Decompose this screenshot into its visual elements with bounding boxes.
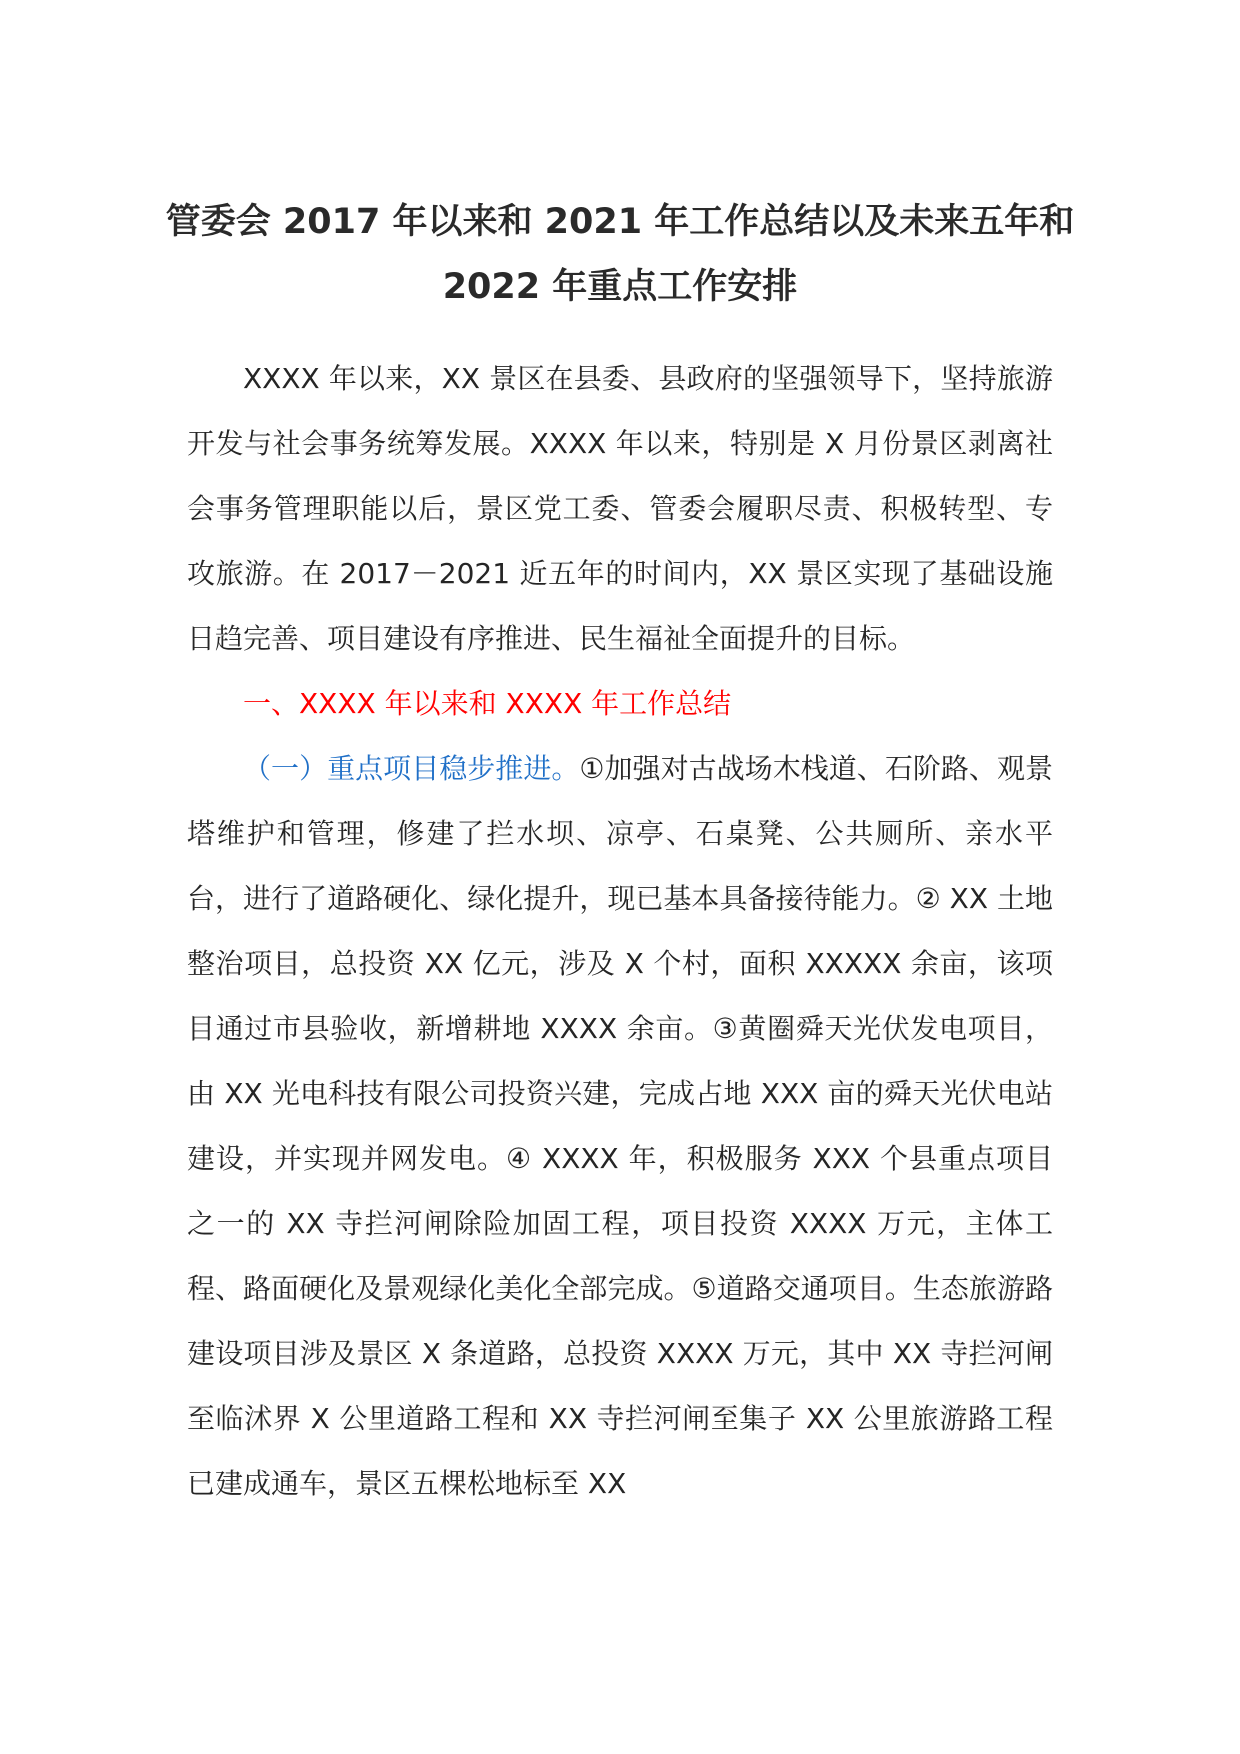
intro-paragraph: XXXX 年以来，XX 景区在县委、县政府的坚强领导下，坚持旅游开发与社会事务统筹发展。XXXX 年以来，特别是 X 月份景区剥离社会事务管理职能以后，景区党工委、管委会履职尽责、积极转型、专攻旅游。在 2017－2021 近五年的时间内，XX 景区实现了基础设施日趋完善、项目建设有序推进、民生福祉全面提升的目标。	[187, 362, 1053, 655]
section-heading-1: 一、XXXX 年以来和 XXXX 年工作总结	[243, 687, 732, 720]
document-body	[187, 346, 1053, 1516]
document-title-line-1: 管委会 2017 年以来和 2021 年工作总结以及未来五年和	[165, 202, 1075, 242]
subsection-body-1: ①加强对古战场木栈道、石阶路、观景塔维护和管理，修建了拦水坝、凉亭、石桌凳、公共厕所、亲水平台，进行了道路硬化、绿化提升，现已基本具备接待能力。② XX 土地整治项目，总投资 XX 亿元，涉及 X 个村，面积 XXXXX 余亩，该项目通过市县验收，新增耕地 XXXX 余亩。③黄圈舜天光伏发电项目，由 XX 光电科技有限公司投资兴建，完成占地 XXX 亩的舜天光伏电站建设，并实现并网发电。④ XXXX 年，积极服务 XXX 个县重点项目之一的 XX 寺拦河闸除险加固工程，项目投资 XXXX 万元，主体工程、路面硬化及景观绿化美化全部完成。⑤道路交通项目。生态旅游路建设项目涉及景区 X 条道路，总投资 XXXX 万元，其中 XX 寺拦河闸至临沭界 X 公里道路工程和 XX 寺拦河闸至集子 XX 公里旅游路工程已建成通车，景区五棵松地标至 XX	[187, 752, 1053, 1500]
subsection-paragraph-1	[187, 736, 1053, 1516]
subsection-heading-1: （一）重点项目稳步推进。	[243, 752, 580, 785]
document-title	[150, 190, 1090, 320]
document-title-line-2: 2022 年重点工作安排	[442, 267, 798, 307]
